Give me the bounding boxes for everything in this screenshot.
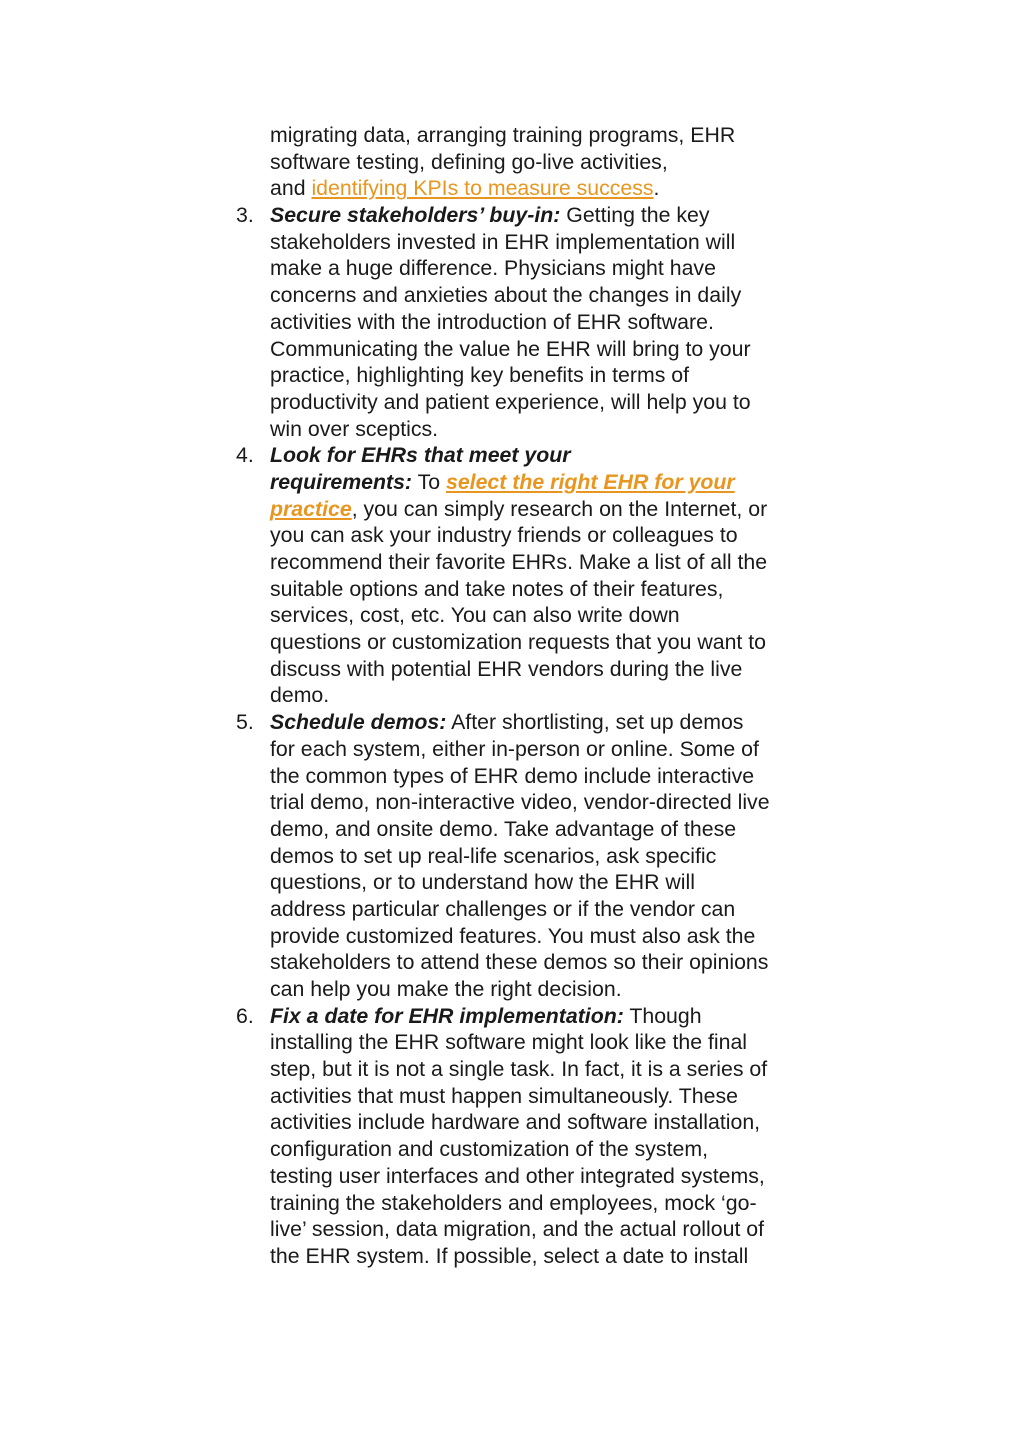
text-line: address particular challenges or if the vendor can: [270, 896, 736, 921]
text-line: step, but it is not a single task. In fact, it is a series of: [270, 1057, 768, 1082]
text-line: stakeholders invested in EHR implementation will: [270, 229, 736, 254]
text-line: can help you make the right decision.: [270, 977, 622, 1001]
text-line: demos to set up real-life scenarios, ask specific: [270, 843, 717, 868]
text-line: services, cost, etc. You can also write down: [270, 603, 680, 628]
text-line: training the stakeholders and employees, mock ‘go-: [270, 1190, 757, 1215]
text-line: discuss with potential EHR vendors during the live: [270, 656, 743, 681]
text-line: productivity and patient experience, will help you to: [270, 389, 751, 414]
item-heading: Look for EHRs that meet your: [270, 443, 571, 468]
list-number: 5.: [236, 710, 254, 735]
text-line: demo, and onsite demo. Take advantage of these: [270, 816, 737, 841]
text-fragment: and: [270, 176, 312, 201]
select-ehr-link-cont[interactable]: practice: [270, 496, 352, 521]
kpi-link[interactable]: identifying KPIs to measure success: [311, 176, 654, 201]
text-line: activities that must happen simultaneously. These: [270, 1083, 738, 1108]
item-heading-cont: requirements:: [270, 469, 413, 494]
text-line: software testing, defining go-live activities,: [270, 149, 668, 174]
text-line: [270, 496, 818, 523]
text-line: the common types of EHR demo include interactive: [270, 763, 755, 788]
document-body: [236, 122, 818, 1270]
item-heading: Schedule demos:: [270, 710, 447, 735]
list-number: 3.: [236, 203, 254, 228]
text-fragment: Getting the key: [560, 203, 710, 228]
text-line: [270, 202, 818, 229]
item-heading: Fix a date for EHR implementation:: [270, 1003, 624, 1028]
text-fragment: Though: [623, 1003, 702, 1028]
text-line: configuration and customization of the system,: [270, 1137, 709, 1162]
list-number: 6.: [236, 1003, 254, 1028]
text-line: [270, 1003, 818, 1030]
text-line: questions or customization requests that you want to: [270, 630, 767, 655]
text-fragment: , you can simply research on the Internet, or: [351, 496, 768, 521]
text-line: testing user interfaces and other integrated systems,: [270, 1163, 765, 1188]
list-item-stakeholders: [236, 202, 818, 442]
text-line: make a huge difference. Physicians might have: [270, 256, 716, 281]
list-item-requirements: [236, 442, 818, 709]
select-ehr-link[interactable]: select the right EHR for your: [445, 469, 735, 494]
text-line: concerns and anxieties about the changes in daily: [270, 283, 742, 308]
text-line: activities include hardware and software installation,: [270, 1110, 761, 1135]
text-line: [270, 442, 818, 469]
text-line: [270, 469, 818, 496]
text-line: stakeholders to attend these demos so their opinions: [270, 950, 769, 975]
text-line: migrating data, arranging training programs, EHR: [270, 123, 736, 147]
text-line: you can ask your industry friends or colleagues to: [270, 523, 738, 548]
text-line: live’ session, data migration, and the actual rollout of: [270, 1217, 765, 1242]
text-line: demo.: [270, 683, 330, 708]
text-line: Communicating the value he EHR will bring to your: [270, 336, 751, 361]
item-heading: Secure stakeholders’ buy-in:: [270, 203, 561, 228]
text-line: questions, or to understand how the EHR will: [270, 870, 695, 895]
text-fragment: To: [412, 469, 446, 494]
text-line: installing the EHR software might look like the final: [270, 1030, 748, 1055]
text-line: provide customized features. You must also ask the: [270, 923, 756, 948]
list-item-implementation-date: [236, 1003, 818, 1270]
list-item-demos: [236, 709, 818, 1003]
text-line: suitable options and take notes of their features,: [270, 576, 724, 601]
intro-paragraph: [270, 122, 818, 202]
text-line: [270, 709, 818, 736]
text-line: activities with the introduction of EHR software.: [270, 309, 714, 334]
text-line: practice, highlighting key benefits in terms of: [270, 363, 690, 388]
text-line: for each system, either in-person or online. Some of: [270, 736, 759, 761]
list-number: 4.: [236, 443, 254, 468]
text-line: recommend their favorite EHRs. Make a list of all the: [270, 550, 768, 574]
text-line: the EHR system. If possible, select a date to install: [270, 1243, 749, 1268]
text-line: trial demo, non-interactive video, vendor-directed live: [270, 790, 770, 815]
text-line: [270, 175, 818, 202]
text-line: win over sceptics.: [270, 416, 439, 441]
text-fragment: .: [653, 176, 660, 201]
text-fragment: After shortlisting, set up demos: [446, 710, 744, 735]
